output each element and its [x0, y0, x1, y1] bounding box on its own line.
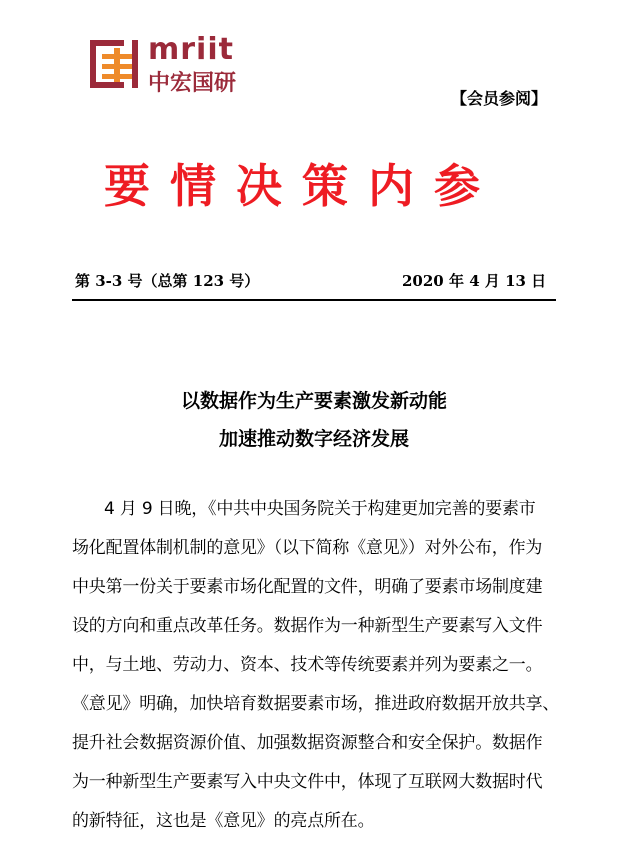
masthead-title: 要情决策内参: [104, 159, 500, 213]
logo-text-en: mriit: [148, 32, 234, 67]
headline-line-1: 以数据作为生产要素激发新动能: [180, 390, 447, 412]
logo: [88, 32, 238, 96]
headline-line-2: 加速推动数字经济发展: [218, 428, 409, 450]
body-line: 为一种新型生产要素写入中央文件中，体现了互联网大数据时代: [72, 772, 543, 792]
issue-number: 第 3-3 号（总第 123 号）: [75, 272, 260, 290]
body-line: 中，与土地、劳动力、资本、技术等传统要素并列为要素之一。: [72, 655, 543, 675]
header-divider: [72, 299, 556, 301]
body-line: 4 月 9 日晚，《中共中央国务院关于构建更加完善的要素市: [104, 499, 536, 519]
body-line: 设的方向和重点改革任务。数据作为一种新型生产要素写入文件: [72, 616, 543, 636]
body-line: 中央第一份关于要素市场化配置的文件，明确了要素市场制度建: [72, 577, 543, 597]
mriit-logo-icon: [88, 36, 142, 94]
logo-text-cn: 中宏国研: [148, 71, 237, 96]
body-line: 《意见》明确，加快培育数据要素市场，推进政府数据开放共享、: [72, 694, 560, 714]
body-line: 场化配置体制机制的意见》（以下简称《意见》）对外公布，作为: [72, 538, 543, 558]
body-line: 的新特征，这也是《意见》的亮点所在。: [72, 811, 375, 831]
member-tag: 【会员参阅】: [451, 89, 548, 108]
issue-date: 2020 年 4 月 13 日: [402, 272, 547, 290]
body-line: 提升社会数据资源价值、加强数据资源整合和安全保护。数据作: [72, 733, 543, 753]
